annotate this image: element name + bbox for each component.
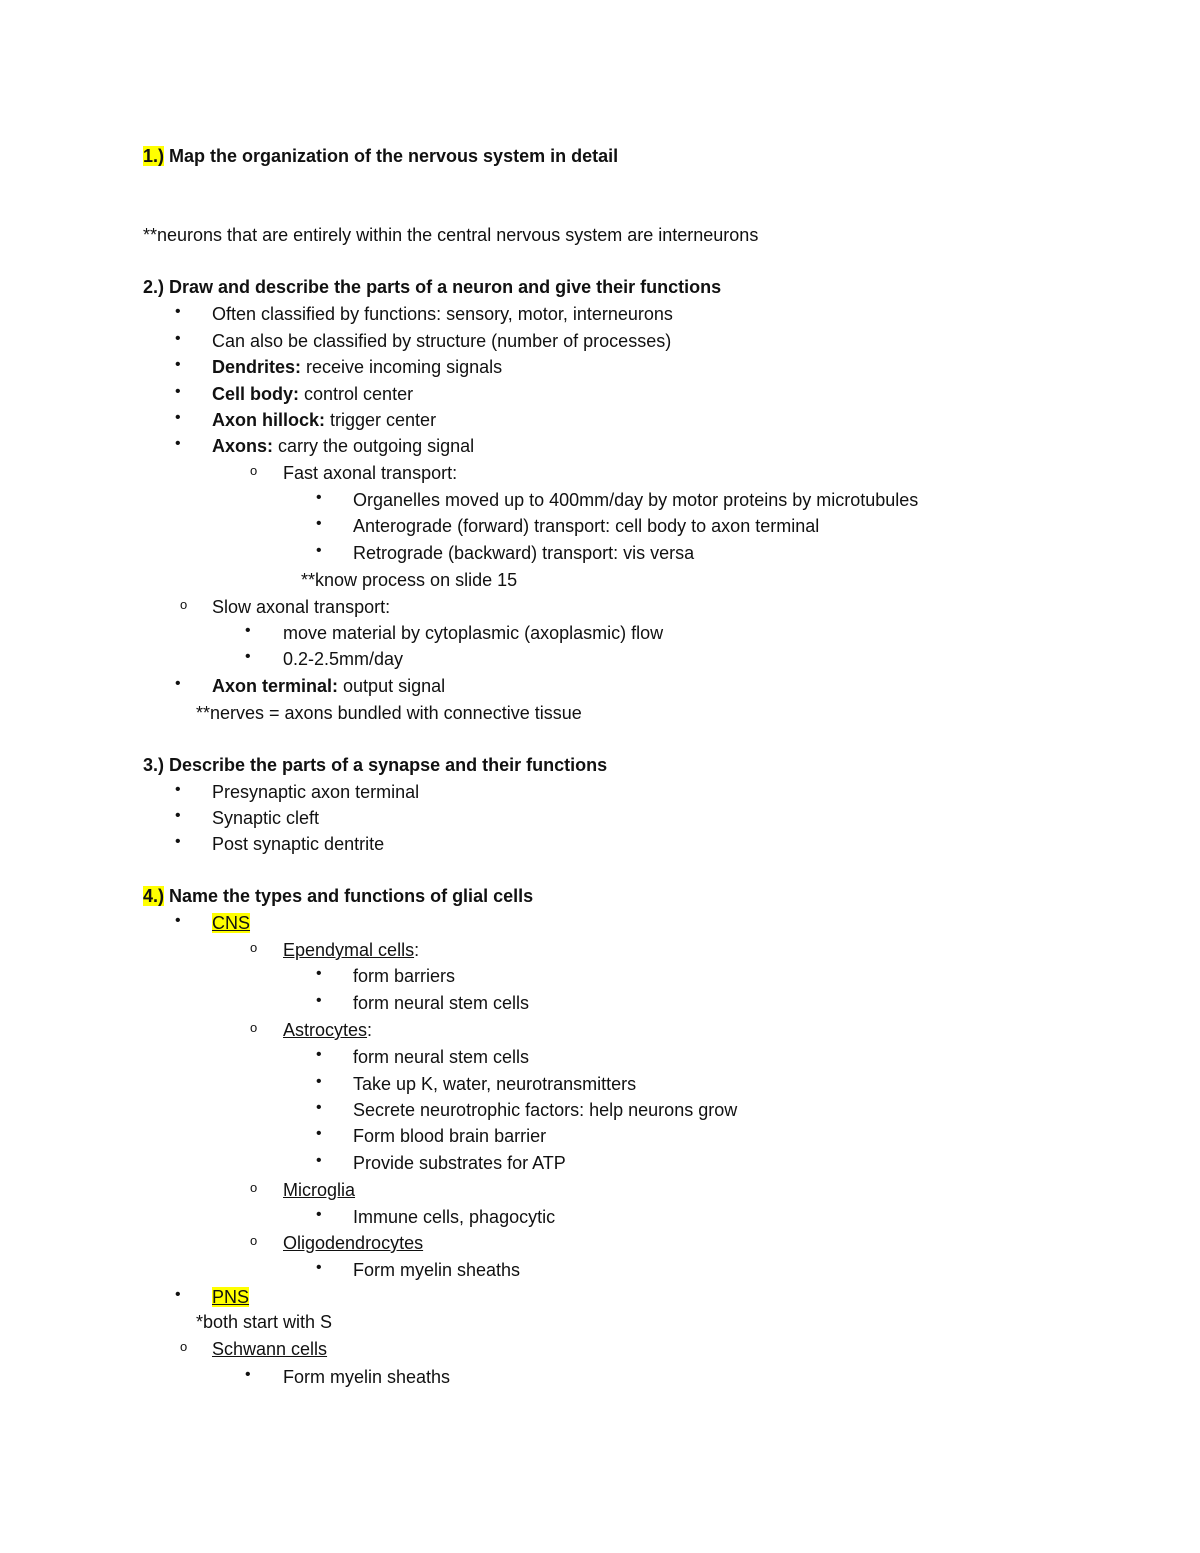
ependymal-label: Ependymal cells — [283, 940, 415, 960]
term-text: control center — [299, 384, 414, 404]
circle-bullet-icon: o — [250, 1180, 258, 1195]
q2-heading: 2.) Draw and describe the parts of a neuron and give their functions — [143, 277, 722, 297]
bullet-icon: • — [175, 356, 181, 373]
bullet-icon: • — [245, 622, 251, 639]
bullet-icon: • — [316, 515, 322, 532]
q1-title: Map the organization of the nervous system in detail — [169, 146, 619, 166]
list-item — [212, 1286, 249, 1308]
list-item — [212, 675, 445, 697]
q1-note: **neurons that are entirely within the central nervous system are interneurons — [143, 225, 759, 245]
bullet-icon: • — [316, 1046, 322, 1063]
bullet-icon: • — [175, 409, 181, 426]
term-text: receive incoming signals — [301, 357, 503, 377]
list-item: move material by cytoplasmic (axoplasmic) flow — [283, 623, 664, 643]
list-item: Can also be classified by structure (number of processes) — [212, 331, 672, 351]
list-item: Synaptic cleft — [212, 808, 320, 828]
list-item: 0.2-2.5mm/day — [283, 649, 404, 669]
schwann-label: Schwann cells — [212, 1339, 328, 1359]
q3-heading: 3.) Describe the parts of a synapse and their functions — [143, 755, 608, 775]
bullet-icon: • — [175, 435, 181, 452]
circle-bullet-icon: o — [250, 463, 258, 478]
bullet-icon: • — [316, 1259, 322, 1276]
bullet-icon: • — [316, 1125, 322, 1142]
list-item — [212, 356, 502, 378]
microglia-label: Microglia — [283, 1180, 356, 1200]
bullet-icon: • — [316, 1152, 322, 1169]
circle-bullet-icon: o — [180, 597, 188, 612]
list-item: Form myelin sheaths — [353, 1260, 521, 1280]
q1-number: 1.) — [143, 146, 165, 166]
bullet-icon: • — [316, 1206, 322, 1223]
term-axon-terminal: Axon terminal: — [212, 676, 339, 696]
bullet-icon: • — [175, 1286, 181, 1303]
term-text: carry the outgoing signal — [273, 436, 475, 456]
circle-bullet-icon: o — [250, 1020, 258, 1035]
circle-bullet-icon: o — [180, 1339, 188, 1354]
list-item: Fast axonal transport: — [283, 463, 458, 483]
list-item: Form myelin sheaths — [283, 1367, 451, 1387]
term-axon-hillock: Axon hillock: — [212, 410, 326, 430]
list-item: Take up K, water, neurotransmitters — [353, 1074, 637, 1094]
bullet-icon: • — [175, 330, 181, 347]
bullet-icon: • — [175, 833, 181, 850]
q1-heading — [143, 145, 618, 167]
list-item: Often classified by functions: sensory, motor, interneurons — [212, 304, 673, 324]
list-item: Anterograde (forward) transport: cell body to axon terminal — [353, 516, 820, 536]
bullet-icon: • — [245, 648, 251, 665]
list-item: form neural stem cells — [353, 993, 530, 1013]
list-item: Form blood brain barrier — [353, 1126, 547, 1146]
list-item — [283, 1019, 372, 1041]
bullet-icon: • — [316, 542, 322, 559]
list-item: Post synaptic dentrite — [212, 834, 385, 854]
list-item — [283, 939, 419, 961]
note: **know process on slide 15 — [301, 570, 518, 590]
circle-bullet-icon: o — [250, 940, 258, 955]
term-cell-body: Cell body: — [212, 384, 300, 404]
list-item — [283, 1232, 423, 1254]
list-item: Secrete neurotrophic factors: help neurons grow — [353, 1100, 738, 1120]
list-item: Slow axonal transport: — [212, 597, 391, 617]
colon: : — [367, 1020, 373, 1040]
list-item: Immune cells, phagocytic — [353, 1207, 556, 1227]
term-text: output signal — [338, 676, 446, 696]
bullet-icon: • — [316, 1073, 322, 1090]
oligodendrocytes-label: Oligodendrocytes — [283, 1233, 424, 1253]
colon: : — [414, 940, 420, 960]
bullet-icon: • — [175, 303, 181, 320]
astrocytes-label: Astrocytes — [283, 1020, 368, 1040]
q4-number: 4.) — [143, 886, 165, 906]
list-item — [212, 912, 250, 934]
note: *both start with S — [196, 1312, 333, 1332]
bullet-icon: • — [316, 965, 322, 982]
note: **nerves = axons bundled with connective tissue — [196, 703, 582, 723]
bullet-icon: • — [316, 489, 322, 506]
circle-bullet-icon: o — [250, 1233, 258, 1248]
bullet-icon: • — [175, 912, 181, 929]
q4-heading — [143, 885, 533, 907]
q4-title: Name the types and functions of glial cells — [169, 886, 534, 906]
list-item — [283, 1179, 355, 1201]
list-item: Organelles moved up to 400mm/day by motor proteins by microtubules — [353, 490, 919, 510]
list-item — [212, 435, 474, 457]
bullet-icon: • — [175, 781, 181, 798]
list-item: Presynaptic axon terminal — [212, 782, 420, 802]
bullet-icon: • — [175, 807, 181, 824]
bullet-icon: • — [316, 992, 322, 1009]
cns-label: CNS — [212, 913, 251, 933]
list-item: form barriers — [353, 966, 456, 986]
term-axons: Axons: — [212, 436, 274, 456]
term-dendrites: Dendrites: — [212, 357, 302, 377]
list-item: Provide substrates for ATP — [353, 1153, 566, 1173]
list-item — [212, 383, 413, 405]
bullet-icon: • — [316, 1099, 322, 1116]
list-item: Retrograde (backward) transport: vis versa — [353, 543, 695, 563]
list-item — [212, 409, 436, 431]
term-text: trigger center — [325, 410, 437, 430]
bullet-icon: • — [245, 1366, 251, 1383]
pns-label: PNS — [212, 1287, 250, 1307]
list-item: form neural stem cells — [353, 1047, 530, 1067]
list-item — [212, 1338, 327, 1360]
bullet-icon: • — [175, 383, 181, 400]
bullet-icon: • — [175, 675, 181, 692]
